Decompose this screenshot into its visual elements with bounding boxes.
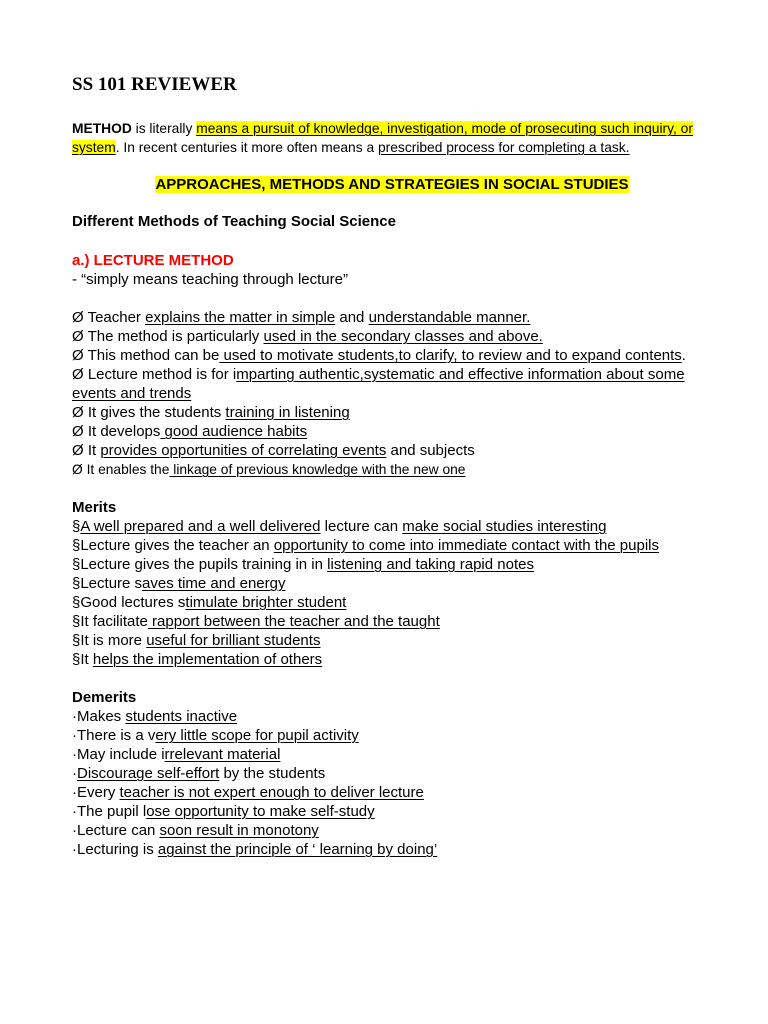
bullet-text: Ø This method can be <box>72 347 220 364</box>
method-text-2: . In recent centuries it more often means a <box>115 140 378 155</box>
approaches-heading <box>72 175 712 194</box>
method-paragraph <box>72 119 712 157</box>
bullet-underline: understandable manner. <box>368 309 531 326</box>
merit-underline: make social studies interesting <box>402 518 607 535</box>
demerit-text: by the students <box>219 765 326 782</box>
list-item <box>72 555 712 574</box>
list-item <box>72 821 712 840</box>
list-item <box>72 726 712 745</box>
merit-text: §Lecture s <box>72 575 143 592</box>
bullet-underline: used to motivate students,to clarify, to review and to expand contents <box>219 347 682 364</box>
method-underline: prescribed process for completing a task. <box>377 140 630 155</box>
merit-underline: useful for brilliant students <box>146 632 321 649</box>
list-item <box>72 707 712 726</box>
list-item <box>72 802 712 821</box>
method-highlight: means a pursuit of knowledge, investigation, mode of prosecuting such inquiry, or system <box>72 121 693 155</box>
document-content <box>72 74 712 859</box>
demerit-text: ·Lecturing is <box>72 841 158 858</box>
lecture-method-heading: a.) LECTURE METHOD <box>72 252 234 269</box>
merit-underline: opportunity to come into immediate contact with the pupils <box>273 537 659 554</box>
demerit-text: ·Lecture can <box>72 822 160 839</box>
list-item <box>72 441 712 460</box>
list-item <box>72 460 712 479</box>
bullet-text: Ø The method is particularly <box>72 328 264 345</box>
bullet-underline: good audience habits <box>160 423 308 440</box>
bullet-text: Ø It <box>72 442 101 459</box>
bullet-underline: used in the secondary classes and above. <box>263 328 543 345</box>
merit-underline: rapport between the teacher and the taught <box>147 613 440 630</box>
merits-list <box>72 517 712 669</box>
merit-underline: aves time and energy <box>142 575 286 592</box>
bullet-underline: linkage of previous knowledge with the new one <box>169 462 466 477</box>
list-item <box>72 840 712 859</box>
method-text-1: is literally <box>131 121 197 136</box>
demerit-text: ·Every <box>72 784 120 801</box>
bullet-text: and subjects <box>386 442 475 459</box>
demerit-underline: soon result in monotony <box>159 822 319 839</box>
list-item <box>72 612 712 631</box>
bullet-text: . <box>681 347 686 364</box>
bullet-underline: mparting authentic,systematic and effective information about some events and trends <box>72 366 685 402</box>
bullet-underline: explains the matter in simple <box>145 309 336 326</box>
demerit-underline: against the principle of ‘ learning by doing’ <box>157 841 438 858</box>
list-item <box>72 327 712 346</box>
methods-subheading: Different Methods of Teaching Social Science <box>72 213 396 230</box>
bullet-text: Ø Teacher <box>72 309 146 326</box>
merit-text: § <box>72 518 81 535</box>
list-item <box>72 764 712 783</box>
merit-text: §Lecture gives the teacher an <box>72 537 274 554</box>
merit-underline: helps the implementation of others <box>92 651 323 668</box>
list-item <box>72 403 712 422</box>
list-item <box>72 574 712 593</box>
bullet-text: Ø Lecture method is for i <box>72 366 237 383</box>
merit-text: lecture can <box>320 518 403 535</box>
merit-text: §It <box>72 651 93 668</box>
bullet-text: Ø It gives the students <box>72 404 226 421</box>
list-item <box>72 783 712 802</box>
merit-text: §It facilitate <box>72 613 148 630</box>
demerit-underline: ose opportunity to make self-study <box>146 803 375 820</box>
list-item <box>72 536 712 555</box>
demerit-text: ·There is a v <box>72 727 156 744</box>
demerits-list <box>72 707 712 859</box>
list-item <box>72 365 712 403</box>
page-title: SS 101 REVIEWER <box>72 74 237 95</box>
list-item <box>72 517 712 536</box>
list-item <box>72 422 712 441</box>
merit-text: §It is more <box>72 632 147 649</box>
list-item <box>72 346 712 365</box>
demerit-text: ·Makes <box>72 708 126 725</box>
demerit-text: ·The pupil l <box>72 803 147 820</box>
demerit-underline: teacher is not expert enough to deliver lecture <box>119 784 424 801</box>
demerit-underline: students inactive <box>125 708 238 725</box>
merit-text: §Lecture gives the pupils training in in <box>72 556 328 573</box>
list-item <box>72 593 712 612</box>
merit-underline: A well prepared and a well delivered <box>80 518 321 535</box>
method-term: METHOD <box>72 121 132 136</box>
bullet-text: Ø It enables the <box>72 462 170 477</box>
lecture-bullets <box>72 308 712 479</box>
demerit-underline: rrelevant material <box>164 746 281 763</box>
lecture-definition: - “simply means teaching through lecture” <box>72 271 348 288</box>
merit-text: §Good lectures s <box>72 594 186 611</box>
demerit-underline: ery little scope for pupil activity <box>155 727 359 744</box>
demerit-text: ·May include i <box>72 746 165 763</box>
bullet-underline: training in listening <box>225 404 350 421</box>
list-item <box>72 308 712 327</box>
list-item <box>72 745 712 764</box>
list-item <box>72 650 712 669</box>
list-item <box>72 631 712 650</box>
demerits-heading: Demerits <box>72 689 137 706</box>
demerit-underline: Discourage self-effort <box>77 765 220 782</box>
merits-heading: Merits <box>72 499 117 516</box>
bullet-text: Ø It develops <box>72 423 161 440</box>
approaches-heading-text: APPROACHES, METHODS AND STRATEGIES IN SOCIAL STUDIES <box>155 176 629 193</box>
bullet-text: and <box>335 309 369 326</box>
demerit-text: · <box>72 765 77 782</box>
merit-underline: timulate brighter student <box>185 594 347 611</box>
bullet-underline: provides opportunities of correlating events <box>100 442 387 459</box>
merit-underline: listening and taking rapid notes <box>327 556 534 573</box>
